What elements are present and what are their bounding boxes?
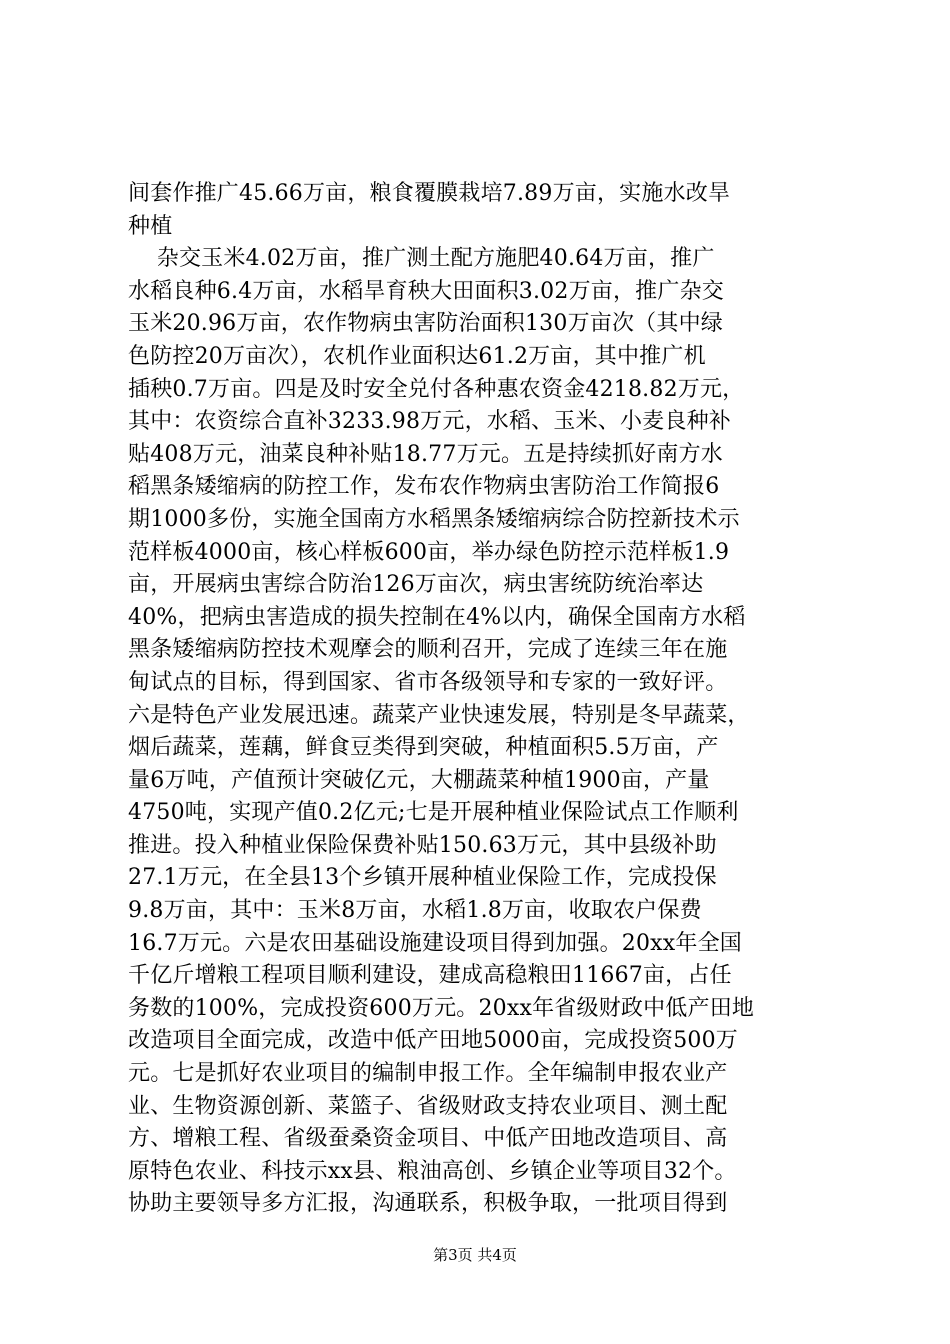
text-line: 烟后蔬菜，莲藕，鲜食豆类得到突破，种植面积5.5万亩，产 bbox=[128, 735, 719, 761]
text-line: 量6万吨，产值预计突破亿元，大棚蔬菜种植1900亩，产量 bbox=[128, 767, 710, 793]
text-line: 期1000多份，实施全国南方水稻黑条矮缩病综合防控新技术示 bbox=[128, 506, 740, 532]
text-line: 贴408万元，油菜良种补贴18.77万元。五是持续抓好南方水 bbox=[128, 441, 723, 467]
text-line: 间套作推广45.66万亩，粮食覆膜栽培7.89万亩，实施水改旱 bbox=[128, 181, 731, 206]
text-line: 改造项目全面完成，改造中低产田地5000亩，完成投资500万 bbox=[128, 1028, 738, 1054]
text-line: 稻黑条矮缩病的防控工作，发布农作物病虫害防治工作简报6 bbox=[128, 474, 720, 500]
text-line: 甸试点的目标，得到国家、省市各级领导和专家的一致好评。 bbox=[128, 669, 728, 695]
text-line: 范样板4000亩，核心样板600亩，举办绿色防控示范样板1.9 bbox=[128, 539, 730, 565]
text-line: 元。七是抓好农业项目的编制申报工作。全年编制申报农业产 bbox=[128, 1061, 728, 1087]
text-line: 原特色农业、科技示xx县、粮油高创、乡镇企业等项目32个。 bbox=[128, 1158, 737, 1184]
text-line: 协助主要领导多方汇报，沟通联系，积极争取，一批项目得到 bbox=[128, 1191, 728, 1217]
page-number: 第3页 共4页 bbox=[433, 1246, 517, 1264]
text-line: 方、增粮工程、省级蚕桑资金项目、中低产田地改造项目、高 bbox=[128, 1126, 728, 1152]
text-line: 黑条矮缩病防控技术观摩会的顺利召开，完成了连续三年在施 bbox=[128, 637, 728, 663]
text-line: 玉米20.96万亩，农作物病虫害防治面积130万亩次（其中绿 bbox=[128, 311, 723, 337]
text-line: 4750吨，实现产值0.2亿元;七是开展种植业保险试点工作顺利 bbox=[128, 800, 739, 826]
text-line: 亩，开展病虫害综合防治126万亩次，病虫害统防统治率达 bbox=[128, 572, 704, 598]
text-line: 插秧0.7万亩。四是及时安全兑付各种惠农资金4218.82万元， bbox=[128, 376, 745, 402]
text-line: 推进。投入种植业保险保费补贴150.63万元，其中县级补助 bbox=[128, 832, 717, 858]
text-line: 业、生物资源创新、菜篮子、省级财政支持农业项目、测土配 bbox=[128, 1093, 728, 1119]
text-line: 杂交玉米4.02万亩，推广测土配方施肥40.64万亩，推广 bbox=[128, 246, 715, 272]
text-line: 六是特色产业发展迅速。蔬菜产业快速发展，特别是冬早蔬菜， bbox=[128, 702, 750, 728]
text-line: 种植 bbox=[128, 213, 173, 239]
page-footer bbox=[0, 1245, 950, 1265]
text-line: 其中：农资综合直补3233.98万元，水稻、玉米、小麦良种补 bbox=[128, 409, 731, 435]
text-line: 9.8万亩，其中：玉米8万亩，水稻1.8万亩，收取农户保费 bbox=[128, 898, 702, 924]
text-line: 色防控20万亩次），农机作业面积达61.2万亩，其中推广机 bbox=[128, 343, 706, 369]
text-line: 27.1万元，在全县13个乡镇开展种植业保险工作，完成投保 bbox=[128, 865, 717, 891]
body-text bbox=[128, 178, 828, 1221]
text-line: 务数的100%，完成投资600万元。20xx年省级财政中低产田地 bbox=[128, 995, 755, 1021]
text-line: 千亿斤增粮工程项目顺利建设，建成高稳粮田11667亩，占任 bbox=[128, 963, 732, 989]
text-line: 水稻良种6.4万亩，水稻旱育秧大田面积3.02万亩，推广杂交 bbox=[128, 278, 724, 304]
text-line: 40%，把病虫害造成的损失控制在4%以内，确保全国南方水稻 bbox=[128, 604, 746, 630]
text-line: 16.7万元。六是农田基础设施建设项目得到加强。20xx年全国 bbox=[128, 930, 742, 956]
